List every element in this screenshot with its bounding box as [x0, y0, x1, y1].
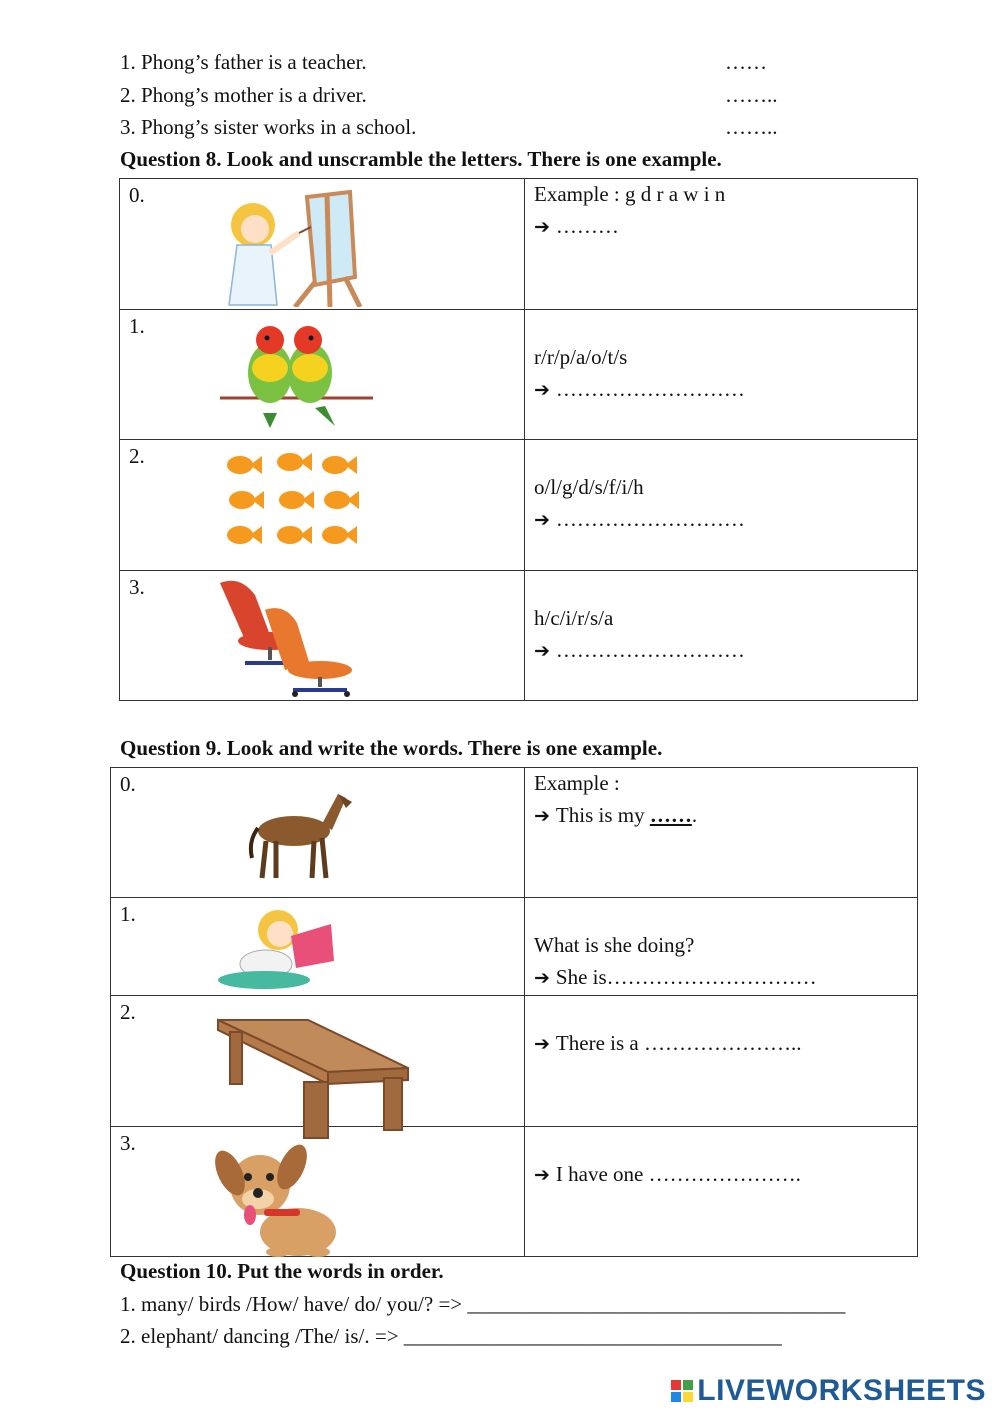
- q8-row-2-number: 2.: [129, 444, 145, 468]
- statement-1: 1. Phong’s father is a teacher.: [120, 50, 367, 74]
- q9-row-0-answer: [534, 802, 697, 829]
- liveworksheets-logo: [671, 1374, 986, 1408]
- horse-icon: [246, 786, 356, 889]
- parrots-icon: [215, 318, 375, 438]
- logo-mark-icon: [671, 1380, 693, 1402]
- arrow-right-icon: ➔: [534, 1164, 550, 1186]
- q9-row-3-answer[interactable]: [534, 1161, 801, 1188]
- q9-row-0-number: 0.: [120, 772, 136, 796]
- q10-item-1[interactable]: 1. many/ birds /How/ have/ do/ you/? => ____________________________________: [120, 1292, 846, 1316]
- q9-row-0-period: .: [691, 803, 698, 827]
- logo-text: LIVEWORKSHEETS: [697, 1374, 986, 1407]
- statement-1-blank[interactable]: ……: [725, 50, 767, 74]
- q8-row-3-answer-blank[interactable]: ………………………: [555, 638, 745, 662]
- q8-row-0: [120, 179, 918, 310]
- q8-row-1: [120, 310, 918, 440]
- q8-row-0-scramble: Example : g d r a w i n: [534, 182, 726, 206]
- q9-row-0: [111, 768, 918, 898]
- question-8-table: [119, 178, 918, 701]
- q9-row-1-answer[interactable]: [534, 964, 817, 991]
- girl-reading-icon: [216, 906, 341, 996]
- q9-row-1-answer-blank[interactable]: She is…………………………: [555, 965, 817, 989]
- q8-row-0-answer[interactable]: [534, 213, 619, 240]
- q9-row-1-number: 1.: [120, 902, 136, 926]
- q9-row-1: [111, 898, 918, 996]
- q8-row-3-number: 3.: [129, 575, 145, 599]
- q8-row-3: [120, 571, 918, 701]
- question-9-title: Question 9. Look and write the words. There is one example.: [120, 736, 663, 760]
- arrow-right-icon: ➔: [534, 379, 550, 401]
- q8-row-3-answer[interactable]: [534, 637, 745, 664]
- q8-row-2-scramble: o/l/g/d/s/f/i/h: [534, 475, 644, 499]
- q8-row-0-answer-blank[interactable]: ………: [555, 214, 619, 238]
- arrow-right-icon: ➔: [534, 967, 550, 989]
- statement-3-blank[interactable]: ……..: [725, 115, 778, 139]
- q9-row-0-label: Example :: [534, 771, 620, 795]
- question-9-table: [110, 767, 918, 1257]
- q8-row-2-answer-blank[interactable]: ………………………: [555, 507, 745, 531]
- statement-2: 2. Phong’s mother is a driver.: [120, 83, 367, 107]
- q9-row-3-number: 3.: [120, 1131, 136, 1155]
- q8-row-1-answer-blank[interactable]: ………………………: [555, 377, 745, 401]
- q8-row-2-answer[interactable]: [534, 506, 745, 533]
- q9-row-3-answer-blank[interactable]: I have one ………………….: [555, 1162, 801, 1186]
- q9-row-2-number: 2.: [120, 1000, 136, 1024]
- arrow-right-icon: ➔: [534, 640, 550, 662]
- q8-row-3-scramble: h/c/i/r/s/a: [534, 606, 614, 630]
- office-chair-icon: [215, 575, 370, 705]
- q9-row-3: [111, 1127, 918, 1257]
- q8-row-2: [120, 440, 918, 571]
- arrow-right-icon: ➔: [534, 805, 550, 827]
- arrow-right-icon: ➔: [534, 216, 550, 238]
- question-8-title: Question 8. Look and unscramble the letters. There is one example.: [120, 147, 722, 171]
- statement-3: 3. Phong’s sister works in a school.: [120, 115, 417, 139]
- q8-row-1-answer[interactable]: [534, 376, 745, 403]
- question-10-title: Question 10. Put the words in order.: [120, 1259, 444, 1283]
- q9-row-1-question: What is she doing?: [534, 933, 695, 957]
- q9-row-0-sentence: This is my: [555, 803, 650, 827]
- q9-row-2: [111, 996, 918, 1127]
- q9-row-2-answer[interactable]: [534, 1030, 801, 1057]
- dog-icon: [208, 1137, 343, 1262]
- goldfish-icon: [220, 450, 365, 555]
- q8-row-0-number: 0.: [129, 183, 145, 207]
- girl-painting-icon: [215, 187, 365, 312]
- q10-item-2[interactable]: 2. elephant/ dancing /The/ is/. => ____________________________________: [120, 1324, 782, 1348]
- q8-row-1-scramble: r/r/p/a/o/t/s: [534, 345, 628, 369]
- arrow-right-icon: ➔: [534, 1033, 550, 1055]
- statement-2-blank[interactable]: ……..: [725, 83, 778, 107]
- q9-row-0-blank[interactable]: ……: [649, 803, 692, 827]
- arrow-right-icon: ➔: [534, 509, 550, 531]
- q9-row-2-answer-blank[interactable]: There is a …………………..: [555, 1031, 802, 1055]
- q8-row-1-number: 1.: [129, 314, 145, 338]
